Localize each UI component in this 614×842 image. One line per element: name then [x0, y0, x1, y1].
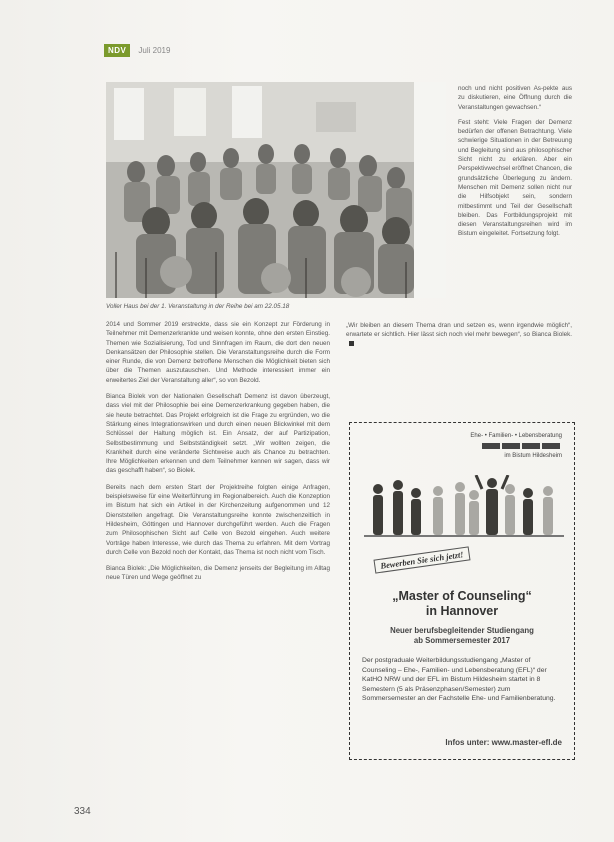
ad-body-text: Der postgraduale Weiterbildungsstudiengang „Master of Counseling – Ehe-, Familien- und Lebensberatung (EFL)“ der KatHO NRW und der EFL im Bistum Hildesheim startet in 8 Semestern (5 als Präsenzphasen/Semester) zum Sommersemester an der Fachstelle Ehe- und Familienberatung. [362, 657, 556, 702]
photo-caption: Voller Haus bei der 1. Veranstaltung in der Reihe bei am 22.05.18 [106, 303, 290, 310]
right-paragraph-2: Fest steht: Viele Fragen der Demenz bedürfen der offenen Betrachtung. Viele schwierige Situationen in der Betreuung und Begleitung sind aus philosophischer Sicht nicht zu erklären. Aber ein Perspektivwechsel eröffnet Chancen, die grundsätzliche Überlegung zu ändern. Menschen mit Demenz sollen nicht nur die Hilfsobjekt sein, sondern mitbestimmt und Teil der Gesellschaft bleiben. Das Fortbildungsprojekt mit diesen Veranstaltungsreihen wird im Bistum eingeleitet. Fortsetzung folgt. [458, 118, 572, 238]
ad-brand-logo [482, 443, 560, 449]
left-column [106, 320, 330, 590]
article-end-mark [349, 341, 354, 346]
right-paragraph-1: noch und nicht positiven As-pekte aus zu diskutieren, eine Öffnung durch die Veranstaltungen gewachsen.“ [458, 85, 572, 111]
ad-info-link[interactable]: Infos unter: www.master-efl.de [445, 738, 562, 747]
page-number: 334 [74, 806, 91, 817]
issue-label: Juli 2019 [138, 46, 171, 55]
event-photo [106, 82, 446, 298]
left-paragraph-1: 2014 und Sommer 2019 erstreckte, dass sie ein Konzept zur Förderung in Teilnehmer mit Demenzerkrankte und weisen konnte, ohne den ersten Einstieg. Themen wie Sozialisierung, Tod und Sinnfragen im Raum, die dort den neuen Denkansätzen der Philosophie stellen. Die Veranstaltungsreihe durch die Form einer Runde, die von Demenz betroffene Menschen die Möglichkeit bieten sich über die Themen auszutauschen. Und Methode interessiert immer ein erweitertes Ziel der Veranstaltung aller“, so von Bezold. [106, 321, 330, 384]
continuation-text: „Wir bleiben an diesem Thema dran und setzen es, wenn irgendwie möglich“, erwartete er sichtlich. Hier lässt sich noch viel mehr bewegen“, so Bianca Biolek. [346, 322, 572, 339]
ad-brand-tagline: Ehe- • Familien- • Lebensberatung [470, 433, 562, 439]
ad-subheadline [350, 626, 574, 646]
left-paragraph-4: Bianca Biolek: „Die Möglichkeiten, die Demenz jenseits der Begleitung im Alltag neue Türen und Wege geöffnet zu [106, 565, 330, 582]
ad-sub-line1: Neuer berufsbegleitender Studiengang [390, 626, 534, 635]
ad-sub-line2: ab Sommersemester 2017 [413, 636, 511, 645]
audience-photo-graphic [106, 82, 446, 298]
ad-brand-region: im Bistum Hildesheim [504, 453, 562, 459]
ad-headline-line2: in Hannover [425, 604, 499, 618]
left-paragraph-3: Bereits nach dem ersten Start der Projektreihe folgten einige Anfragen, beispielsweise für eine Weiterführung im Regionalbereich. Auch die Konzeption im Bistum hat sich ein Artikel in der Kirchenzeitung aufgenommen und 12 Dienststellen angefragt. Die Veranstaltungsreihe konnte zwischenzeitlich in Hildesheim, Göttingen und Hannover durchgeführt werden. Auch die Fragen zum Philosophischen Sicht auf Celle von Bezold eingehen. Auch weitere Vorträge haben Interesse, wie durch das Thema zu erfahren. Mit dem Vortrag durch Celle von Bezold noch der Kontakt, das Thema ist noch nicht vom Tisch. [106, 483, 330, 556]
article-continuation [346, 321, 572, 349]
apply-now-stamp: Bewerben Sie sich jetzt! [373, 546, 470, 573]
master-counseling-ad [349, 422, 575, 760]
section-badge: NDV [104, 44, 130, 57]
ad-headline-line1: „Master of Counseling“ [392, 589, 532, 603]
page-header [104, 44, 170, 57]
right-column-top [458, 84, 572, 245]
ad-headline [350, 589, 574, 619]
left-paragraph-2: Bianca Biolek von der Nationalen Gesellschaft Demenz ist davon überzeugt, dass viel mit der Philosophie bei eine Demenzerkrankung gegeben haben, die sie heute betrachtet. Das Projekt erfolgreich ist die Frage zu ergründen, wo die Stärkung eines Integrationswirken und durch einen neuen Blickwinkel mit dem Schlüssel der Haltung möglich ist. Ein Ansatz, der auf Partizipation, Selbstbestimmung und Selbstständigkeit setzt. „Wir wollten zeigen, die Krankheit durch eine veränderte Sichtweise auch als Chance zu betrachten. Ihre Möglichkeiten erkennen und dem Teilnehmer kennen wir sagen, dass wir das geschafft haben“, so Biolek. [106, 393, 330, 475]
